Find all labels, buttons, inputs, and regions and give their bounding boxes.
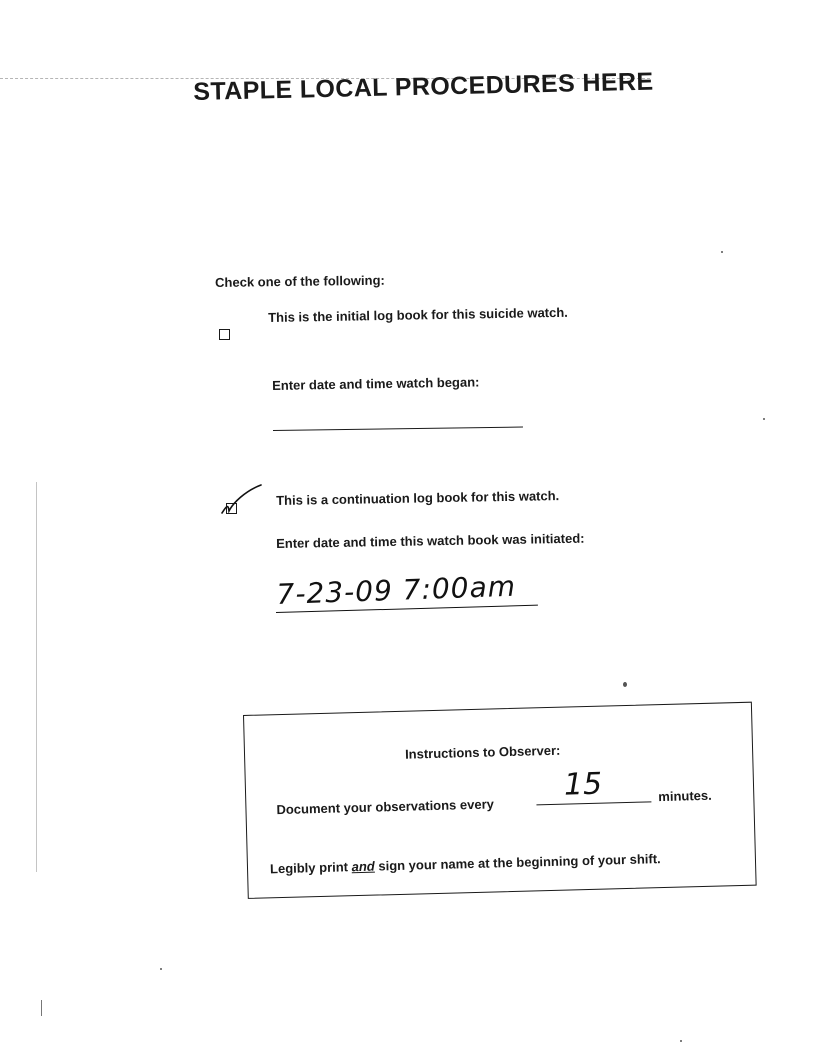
scan-artifact-dot (763, 418, 765, 420)
book-initiated-value[interactable]: 7-23-09 7:00am (276, 569, 517, 611)
check-mark-icon (219, 483, 263, 519)
scan-artifact-dot (721, 251, 723, 253)
legibly-emphasis: and (351, 858, 375, 875)
initial-log-checkbox[interactable] (219, 329, 230, 340)
book-initiated-prompt: Enter date and time this watch book was initiated: (276, 530, 585, 551)
legibly-suffix: sign your name at the beginning of your shift. (374, 851, 661, 874)
continuation-log-label: This is a continuation log book for this watch. (276, 488, 560, 508)
scan-artifact-mark (41, 1000, 42, 1016)
minutes-field-line (536, 801, 651, 805)
instructions-title: Instructions to Observer: (404, 742, 561, 762)
document-observations-label: Document your observations every (276, 796, 495, 818)
legibly-instruction (270, 851, 661, 876)
instructions-box (243, 702, 757, 899)
legibly-prefix: Legibly print (269, 859, 352, 877)
minutes-label: minutes. (658, 787, 712, 805)
scan-artifact-dot (160, 968, 162, 970)
scan-artifact-edge (36, 482, 37, 872)
page-title: STAPLE LOCAL PROCEDURES HERE (193, 67, 654, 106)
check-heading: Check one of the following: (215, 272, 385, 290)
scan-artifact-dot (623, 682, 627, 687)
watch-began-field[interactable] (273, 427, 523, 431)
watch-began-prompt: Enter date and time watch began: (272, 374, 480, 393)
scan-artifact-dot (680, 1040, 682, 1042)
initial-log-label: This is the initial log book for this suicide watch. (268, 304, 568, 325)
minutes-field[interactable]: 15 (563, 766, 603, 803)
